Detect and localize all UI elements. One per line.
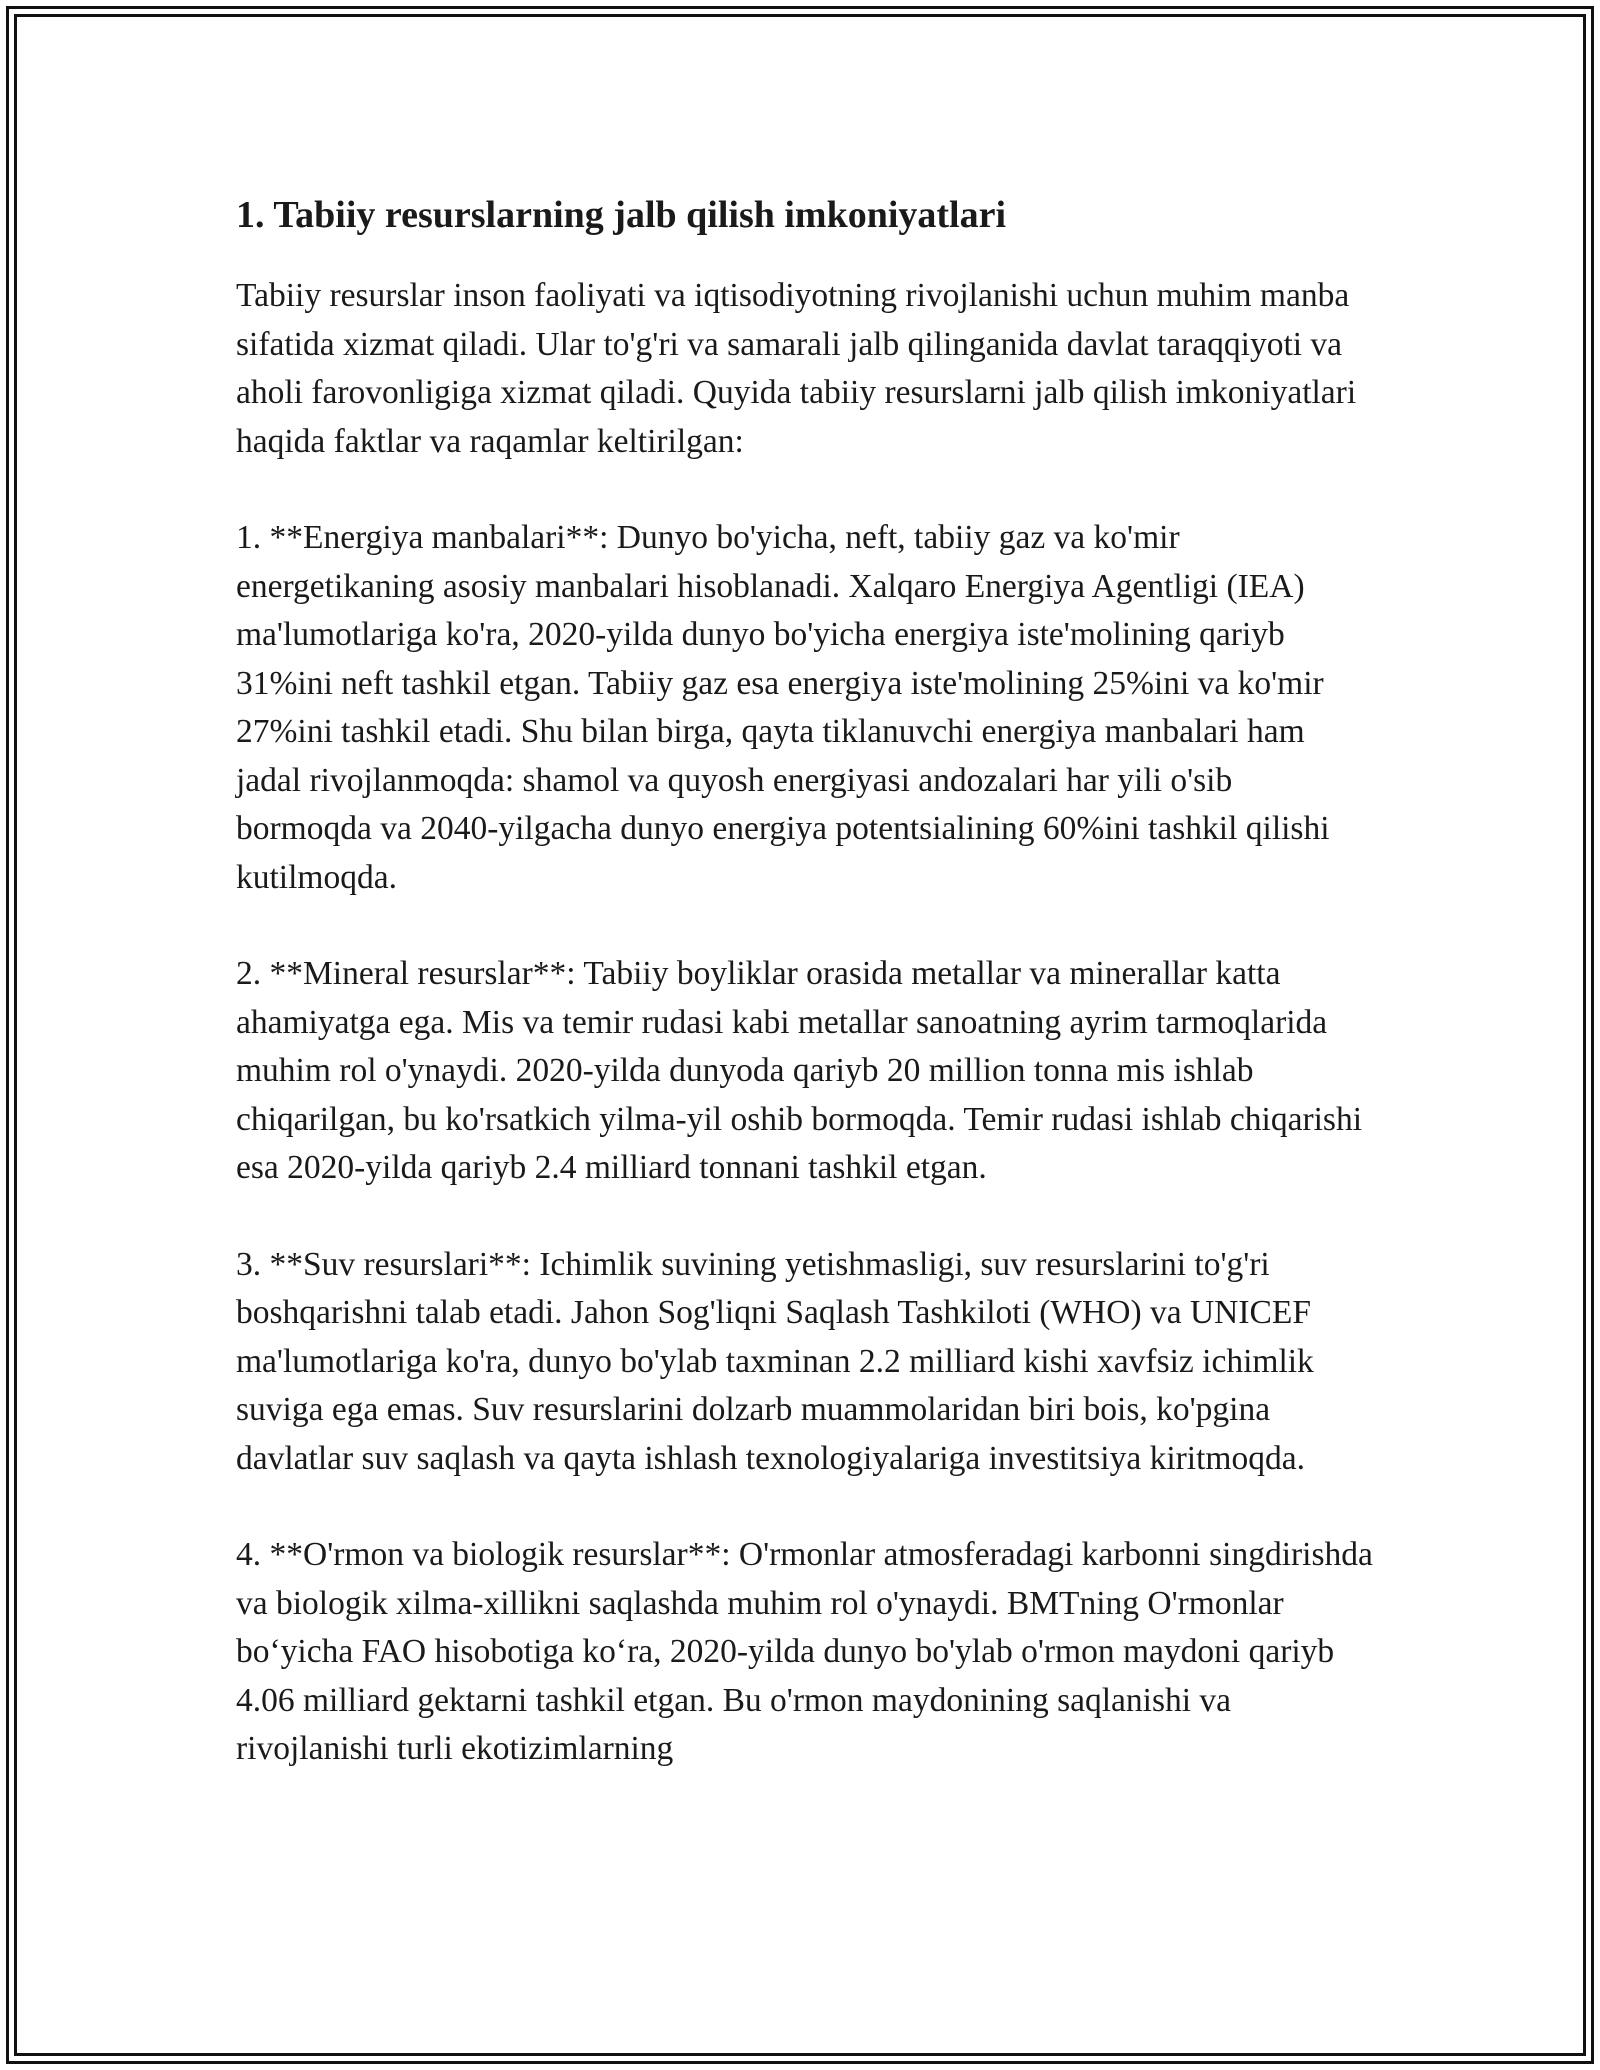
mineral-resources-paragraph: 2. **Mineral resurslar**: Tabiiy boyliklar orasida metallar va minerallar katta ahamiyatga ega. Mis va temir rudasi kabi metallar sanoatning ayrim tarmoqlarida muhim rol o'ynaydi. 2020-yilda dunyoda qariyb 20 million tonna mis ishlab chiqarilgan, bu ko'rsatkich yilma-yil oshib bormoqda. Temir rudasi ishlab chiqarishi esa 2020-yilda qariyb 2.4 milliard tonnani tashkil etgan. [236,955,1363,1186]
energy-sources-paragraph: 1. **Energiya manbalari**: Dunyo bo'yicha, neft, tabiiy gaz va ko'mir energetikaning asosiy manbalari hisoblanadi. Xalqaro Energiya Agentligi (IEA) ma'lumotlariga ko'ra, 2020-yilda dunyo bo'yicha energiya iste'molining qariyb 31%ini neft tashkil etgan. Tabiiy gaz esa energiya iste'molining 25%ini va ko'mir 27%ini tashkil etadi. Shu bilan birga, qayta tiklanuvchi energiya manbalari ham jadal rivojlanmoqda: shamol va quyosh energiyasi andozalari har yili o'sib bormoqda va 2040-yilgacha dunyo energiya potentsialining 60%ini tashkil qilishi kutilmoqda. [236,519,1330,896]
intro-paragraph: Tabiiy resurslar inson faoliyati va iqtisodiyotning rivojlanishi uchun muhim manba sifatida xizmat qiladi. Ular to'g'ri va samarali jalb qilinganida davlat taraqqiyoti va aholi farovonligiga xizmat qiladi. Quyida tabiiy resurslarni jalb qilish imkoniyatlari haqida faktlar va raqamlar keltirilgan: [236,277,1357,460]
section-heading: 1. Tabiiy resurslarning jalb qilish imkoniyatlari [236,194,1007,236]
document-body [236,188,1376,1822]
water-resources-paragraph: 3. **Suv resurslari**: Ichimlik suvining yetishmasligi, suv resurslarini to'g'ri boshqarishni talab etadi. Jahon Sog'liqni Saqlash Tashkiloti (WHO) va UNICEF ma'lumotlariga ko'ra, dunyo bo'ylab taxminan 2.2 milliard kishi xavfsiz ichimlik suviga ega emas. Suv resurslarini dolzarb muammolaridan biri bois, ko'pgina davlatlar suv saqlash va qayta ishlash texnologiyalariga investitsiya kiritmoqda. [236,1245,1314,1477]
forest-resources-paragraph: 4. **O'rmon va biologik resurslar**: O'rmonlar atmosferadagi karbonni singdirishda va biologik xilma-xillikni saqlashda muhim rol o'ynaydi. BMTning O'rmonlar bo‘yicha FAO hisobotiga ko‘ra, 2020-yilda dunyo bo'ylab o'rmon maydoni qariyb 4.06 milliard gektarni tashkil etgan. Bu o'rmon maydonining saqlanishi va rivojlanishi turli ekotizimlarning [236,1536,1373,1767]
